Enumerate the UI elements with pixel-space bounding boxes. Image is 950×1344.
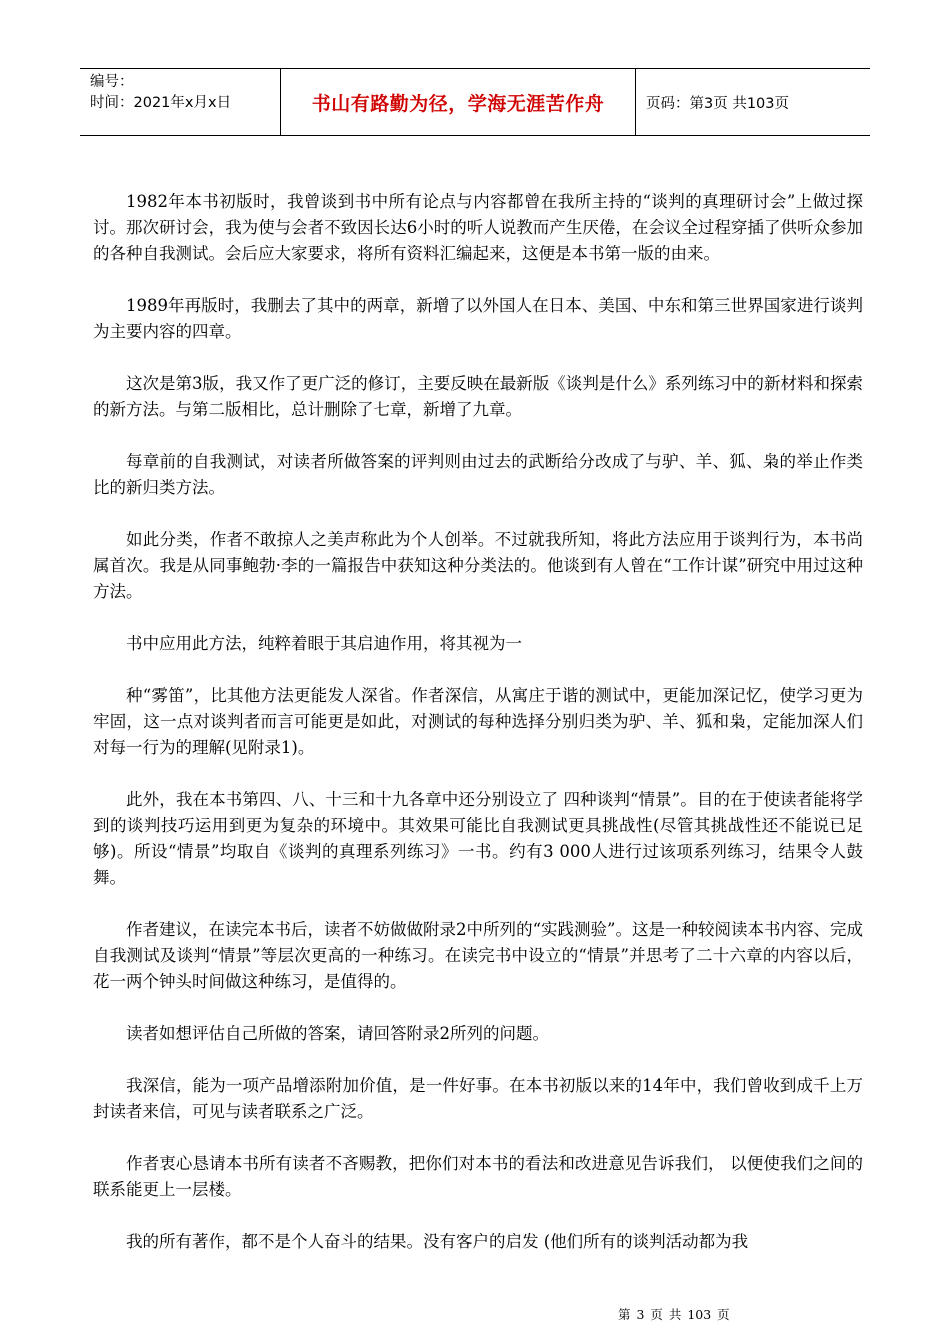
paragraph: 书中应用此方法，纯粹着眼于其启迪作用，将其视为一 bbox=[126, 634, 522, 653]
document-body bbox=[93, 189, 863, 1255]
paragraph: 每章前的自我测试，对读者所做答案的评判则由过去的武断给分改成了与驴、羊、狐、枭的举止作类比的新归类方法。 bbox=[93, 452, 863, 497]
header-page-info: 页码：第3页 共103页 bbox=[646, 95, 790, 112]
paragraph: 1989年再版时，我删去了其中的两章，新增了以外国人在日本、美国、中东和第三世界国家进行谈判为主要内容的四章。 bbox=[93, 296, 863, 341]
paragraph: 1982年本书初版时，我曾谈到书中所有论点与内容都曾在我所主持的“谈判的真理研讨会”上做过探讨。那次研讨会，我为使与会者不致因长达6小时的听人说教而产生厌倦，在会议全过程穿插了供听众参加的各种自我测试。会后应大家要求，将所有资料汇编起来，这便是本书第一版的由来。 bbox=[93, 192, 863, 263]
paragraph: 我深信，能为一项产品增添附加价值，是一件好事。在本书初版以来的14年中，我们曾收到成千上万封读者来信，可见与读者联系之广泛。 bbox=[93, 1076, 863, 1121]
paragraph: 这次是第3版，我又作了更广泛的修订，主要反映在最新版《谈判是什么》系列练习中的新材料和探索的新方法。与第二版相比，总计删除了七章，新增了九章。 bbox=[93, 374, 863, 419]
paragraph: 作者建议，在读完本书后，读者不妨做做附录2中所列的“实践测验”。这是一种较阅读本书内容、完成自我测试及谈判“情景”等层次更高的一种练习。在读完书中设立的“情景”并思考了二十六章的内容以后，花一两个钟头时间做这种练习，是值得的。 bbox=[93, 920, 863, 991]
header-meta bbox=[80, 69, 281, 135]
header-motto: 书山有路勤为径，学海无涯苦作舟 bbox=[281, 69, 636, 135]
paragraph: 种“雾笛”，比其他方法更能发人深省。作者深信，从寓庄于谐的测试中，更能加深记忆，使学习更为牢固，这一点对谈判者而言可能更是如此，对测试的每种选择分别归类为驴、羊、狐和枭，定能加深人们对每一行为的理解(见附录1)。 bbox=[93, 686, 863, 757]
paragraph: 此外，我在本书第四、八、十三和十九各章中还分别设立了 四种谈判“情景”。目的在于使读者能将学到的谈判技巧运用到更为复杂的环境中。其效果可能比自我测试更具挑战性(尽管其挑战性还不能说已足够)。所设“情景”均取自《谈判的真理系列练习》一书。约有3 000人进行过该项系列练习，结果令人鼓舞。 bbox=[93, 790, 863, 887]
date-label: 时间：2021年x月x日 bbox=[90, 95, 232, 111]
paragraph: 读者如想评估自己所做的答案，请回答附录2所列的问题。 bbox=[126, 1024, 549, 1043]
page-header bbox=[80, 68, 870, 136]
paragraph: 作者衷心恳请本书所有读者不吝赐教，把你们对本书的看法和改进意见告诉我们， 以便使我们之间的联系能更上一层楼。 bbox=[93, 1154, 863, 1199]
number-label: 编号： bbox=[90, 74, 134, 90]
page-footer: 第 3 页 共 103 页 bbox=[618, 1307, 730, 1322]
paragraph: 如此分类，作者不敢掠人之美声称此为个人创举。不过就我所知，将此方法应用于谈判行为，本书尚属首次。我是从同事鲍勃·李的一篇报告中获知这种分类法的。他谈到有人曾在“工作计谋”研究中用过这种方法。 bbox=[93, 530, 863, 601]
paragraph: 我的所有著作，都不是个人奋斗的结果。没有客户的启发 (他们所有的谈判活动都为我 bbox=[126, 1232, 749, 1251]
